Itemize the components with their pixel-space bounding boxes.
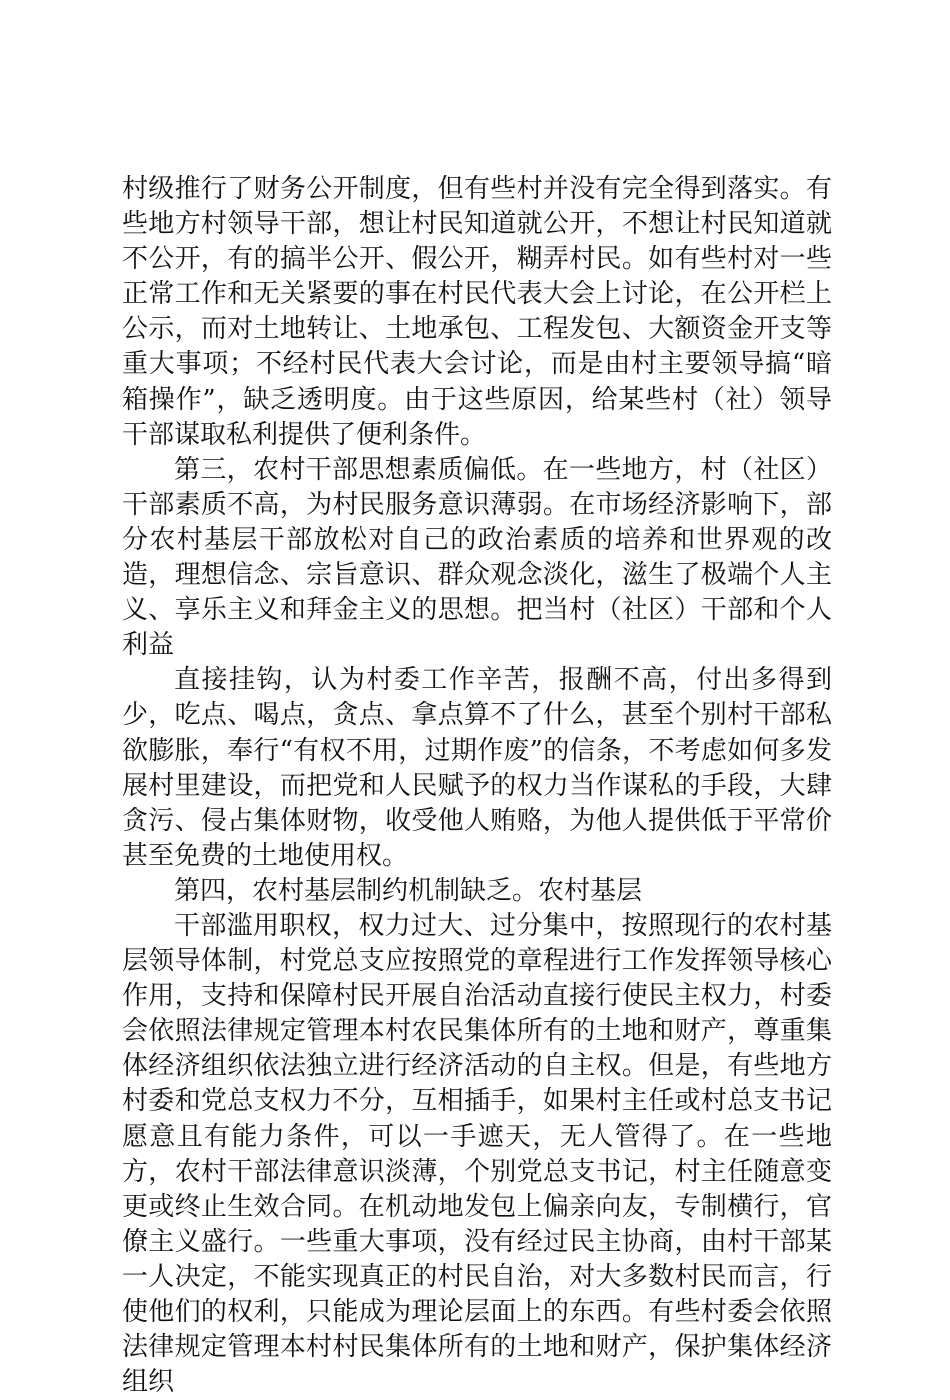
document-body xyxy=(122,172,832,1400)
paragraph-abuse-of-power: 干部滥用职权，权力过大、过分集中，按照现行的农村基层领导体制，村党总支应按照党的章程进行工作发挥领导核心作用，支持和保障村民开展自治活动直接行使民主权力，村委会依照法律规定管理本村农民集体所有的土地和财产，尊重集体经济组织依法独立进行经济活动的自主权。但是，有些地方村委和党总支权力不分，互相插手，如果村主任或村总支书记愿意且有能力条件，可以一手遮天，无人管得了。在一些地方，农村干部法律意识淡薄，个别党总支书记，村主任随意变更或终止生效合同。在机动地发包上偏亲向友，专制横行，官僚主义盛行。一些重大事项，没有经过民主协商，由村干部某一人决定，不能实现真正的村民自治，对大多数村民而言，行使他们的权利，只能成为理论层面上的东西。有些村委会依照法律规定管理本村村民集体所有的土地和财产，保护集体经济组织 xyxy=(122,910,832,1398)
paragraph-third-point: 第三，农村干部思想素质偏低。在一些地方，村（社区）干部素质不高，为村民服务意识薄弱。在市场经济影响下，部分农村基层干部放松对自己的政治素质的培养和世界观的改造，理想信念、宗旨意识、群众观念淡化，滋生了极端个人主义、享乐主义和拜金主义的思想。把当村（社区）干部和个人利益 xyxy=(122,454,832,661)
paragraph-personal-interest: 直接挂钩，认为村委工作辛苦，报酬不高，付出多得到少，吃点、喝点，贪点、拿点算不了什么，甚至个别村干部私欲膨胀，奉行“有权不用，过期作废”的信条，不考虑如何多发展村里建设，而把党和人民赋予的权力当作谋私的手段，大肆贪污、侵占集体财物，收受他人贿赂，为他人提供低于平常价甚至免费的土地使用权。 xyxy=(122,665,832,871)
paragraph-financial-disclosure: 村级推行了财务公开制度，但有些村并没有完全得到落实。有些地方村领导干部，想让村民知道就公开，不想让村民知道就不公开，有的搞半公开、假公开，糊弄村民。如有些村对一些正常工作和无关紧要的事在村民代表大会上讨论，在公开栏上公示，而对土地转让、土地承包、工程发包、大额资金开支等重大事项；不经村民代表大会讨论，而是由村主要领导搞“暗箱操作”，缺乏透明度。由于这些原因，给某些村（社）领导干部谋取私利提供了便利条件。 xyxy=(122,174,832,450)
paragraph-fourth-point: 第四，农村基层制约机制缺乏。农村基层 xyxy=(174,875,643,906)
